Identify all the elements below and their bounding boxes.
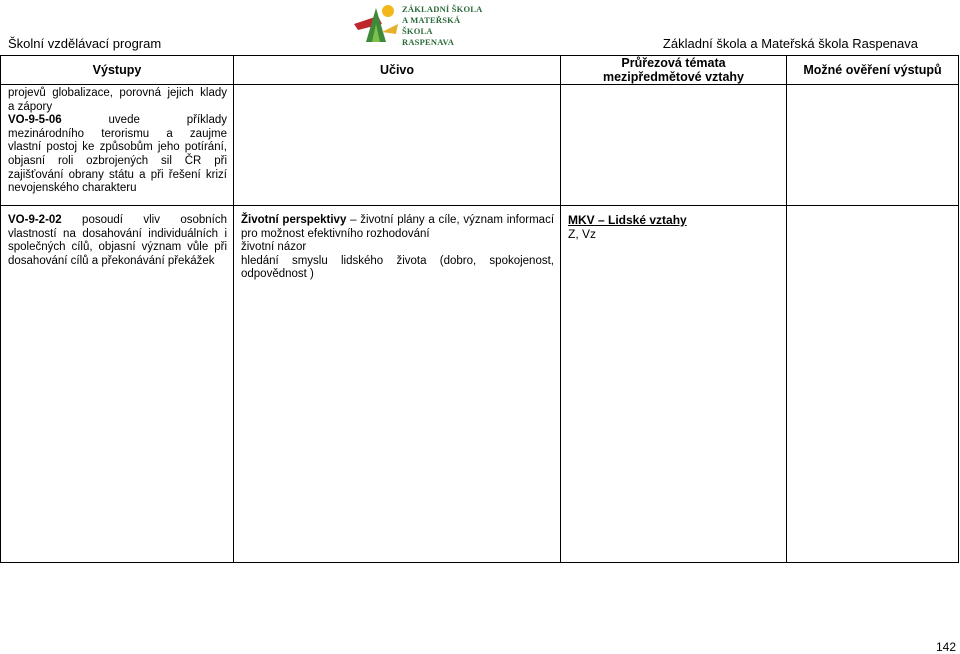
topic-line-2: životní názor	[241, 241, 307, 254]
column-header-vystupy: Výstupy	[1, 56, 234, 85]
topic-title: Životní perspektivy	[241, 214, 347, 226]
curriculum-table	[0, 55, 959, 563]
table-row-1-ucivo	[234, 85, 561, 206]
table-row-1-vystupy: projevů globalizace, porovná jejich klady a zápory VO-9-5-06 uvede příklady mezinárodního terorismu a zaujme vlastní postoj ke způsobům jeho potírání, objasní roli ozbrojených sil ČR při zajišťování obrany státu a při řešení krizí nevojenského charakteru	[1, 85, 234, 206]
page-number: 142	[935, 640, 956, 654]
document-header-left: Školní vzdělávací program	[8, 36, 162, 51]
table-row-1-prurezova	[561, 85, 787, 206]
document-header-right: Základní škola a Mateřská škola Raspenava	[662, 36, 918, 51]
topic-text: – životní plány a cíle, význam informací pro možnost efektivního rozhodování	[241, 214, 555, 240]
column-header-prurezova-temata: Průřezová témata mezipředmětové vztahy	[561, 56, 787, 85]
table-row-2-vystupy	[1, 206, 234, 563]
table-row-2-prurezova	[561, 206, 787, 563]
school-logo	[352, 2, 492, 47]
column-header-ucivo: Učivo	[234, 56, 561, 85]
table-row-1-overeni	[787, 85, 959, 206]
cross-topic-text: – Lidské vztahy	[594, 213, 687, 227]
cross-topic-code: MKV	[568, 213, 595, 227]
outcome-code: VO-9-2-02	[8, 214, 62, 226]
topic-line-3: hledání smyslu lidského života (dobro, spokojenost, odpovědnost )	[241, 254, 554, 281]
column-header-overeni: Možné ověření výstupů	[787, 56, 959, 85]
school-logo-text: ZÁKLADNÍ ŠKOLA A MATEŘSKÁ ŠKOLA RASPENAVA	[402, 4, 483, 47]
table-row-2-overeni	[787, 206, 959, 563]
table-row-2-ucivo	[234, 206, 561, 563]
school-logo-icon	[352, 2, 400, 44]
cross-subject-relations: Z, Vz	[568, 226, 597, 241]
outcome-text: posoudí vliv osobních vlastností na dosahování individuálních i společných cílů, objasní význam vůle při dosahování cílů a překonávání překážek	[8, 214, 227, 267]
